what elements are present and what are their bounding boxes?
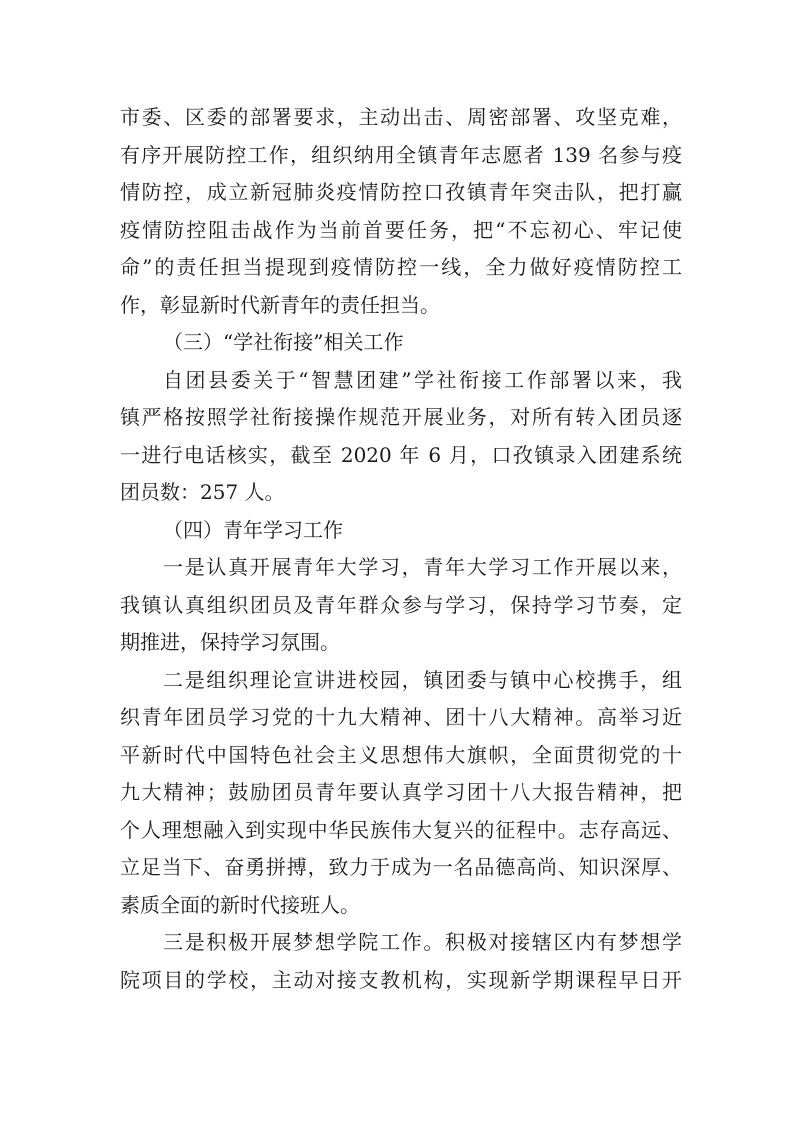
text-line: 命”的责任担当提现到疫情防控一线，全力做好疫情防控工 bbox=[120, 255, 682, 279]
text-line: 团员数：257 人。 bbox=[120, 480, 285, 504]
text-line: 二是组织理论宣讲进校园，镇团委与镇中心校携手，组 bbox=[163, 667, 682, 692]
text-line: 作，彰显新时代新青年的责任担当。 bbox=[120, 292, 440, 317]
text-line: 情防控，成立新冠肺炎疫情防控口孜镇青年突击队，把打赢 bbox=[120, 180, 682, 204]
text-line: 有序开展防控工作，组织纳用全镇青年志愿者 139 名参与疫 bbox=[120, 142, 682, 167]
text-line: 个人理想融入到实现中华民族伟大复兴的征程中。志存高远、 bbox=[120, 817, 682, 842]
text-line: 三是积极开展梦想学院工作。积极对接辖区内有梦想学 bbox=[163, 930, 682, 954]
text-line: 平新时代中国特色社会主义思想伟大旗帜，全面贯彻党的十 bbox=[120, 742, 682, 767]
text-line: 我镇认真组织团员及青年群众参与学习，保持学习节奏，定 bbox=[120, 592, 682, 617]
text-line: 织青年团员学习党的十九大精神、团十八大精神。高举习近 bbox=[120, 705, 682, 729]
text-line: 期推进，保持学习氛围。 bbox=[120, 630, 340, 654]
text-line: 疫情防控阻击战作为当前首要任务，把“不忘初心、牢记使 bbox=[120, 217, 682, 242]
text-line: 市委、区委的部署要求，主动出击、周密部署、攻坚克难， bbox=[120, 105, 682, 129]
text-line: 素质全面的新时代接班人。 bbox=[120, 892, 360, 917]
text-line: 院项目的学校，主动对接支教机构，实现新学期课程早日开 bbox=[120, 967, 682, 992]
text-line: 一进行电话核实，截至 2020 年 6 月，口孜镇录入团建系统 bbox=[120, 442, 682, 467]
text-line: 一是认真开展青年大学习，青年大学习工作开展以来， bbox=[163, 555, 682, 579]
text-line: 自团县委关于“智慧团建”学社衔接工作部署以来，我 bbox=[163, 367, 682, 392]
text-line: （四）青年学习工作 bbox=[163, 517, 343, 542]
document-page bbox=[120, 99, 682, 999]
text-line: 立足当下、奋勇拼搏，致力于成为一名品德高尚、知识深厚、 bbox=[120, 855, 682, 879]
text-line: 镇严格按照学社衔接操作规范开展业务，对所有转入团员逐 bbox=[120, 405, 682, 429]
text-line: 九大精神；鼓励团员青年要认真学习团十八大报告精神，把 bbox=[120, 780, 682, 804]
text-line: （三）“学社衔接”相关工作 bbox=[163, 330, 404, 354]
